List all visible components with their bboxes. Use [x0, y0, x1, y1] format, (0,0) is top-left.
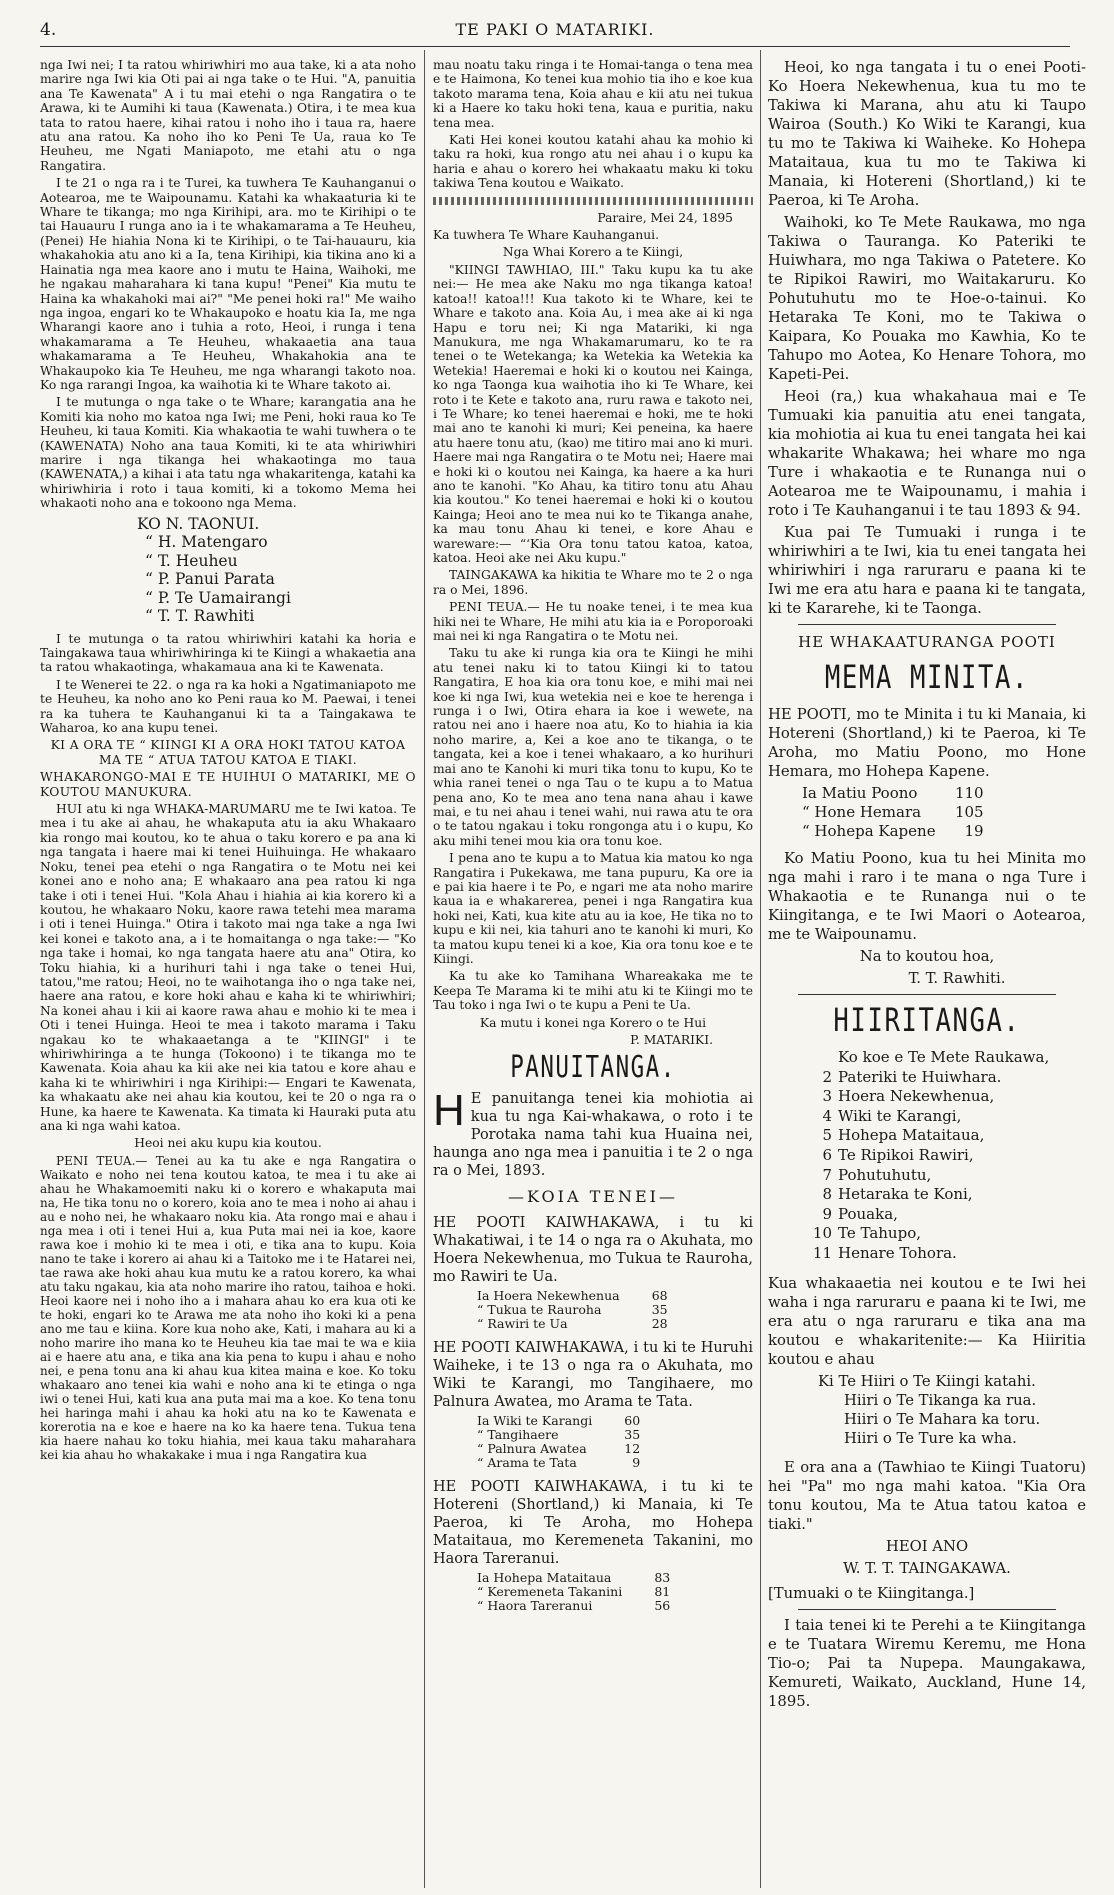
paragraph: I te 21 o nga ra i te Turei, ka tuwhera Te Kauhanganui o Aotearoa, me te Waipounamu. Katahi ka whakaaturia ki te Whare te tikanga; mo nga Kirihipi, ara. mo te Kirihipi o te tai Hauauru I runga ano ia i te whakamarama a Te Heuheu, (Penei) He hiahia Nona ki te Kirihipi, o te Tai-hauauru, kia whakahokia atu ano ki a Ia, tena Kirihipi, kia tikina ano ki a Hainatia nga mea kaore ano i mutu te Haina, Waihoki, me he ngakau maharahara ki tana kupu! "Penei" Kia mutu te Haina ka whakahoki mai ai?" "Me penei hoki ra!" Me waiho nga ingoa, engari ko te Whakaupoko e hoatu kia Ia, me nga Wharangi kaore ano i tuhia a roto, Heoi, i runga i tena whakamarama a Te Heuheu, whakaaetia ana taua whakamarama a Te Heuheu, Whakahokia ana te Whakaupoko kia Te Heuheu, me nga wharangi takoto noa. Ko nga rarangi Ingoa, ka waihotia ki te Whare takoto ai. — [40, 176, 416, 392]
table-row — [473, 1317, 672, 1331]
list-item: 10 Te Tahupo, — [812, 1224, 921, 1243]
table-row — [473, 1289, 672, 1303]
paragraph: HE POOTI KAIWHAKAWA, i tu ki te Hotereni (Shortland,) ki Manaia, ki Te Paeroa, ki Te Aroha, mo Hohepa Mataitaua, mo Keremeneta Takanini, mo Haora Tareranui. — [433, 1479, 753, 1568]
list-item: 11 Henare Tohora. — [812, 1243, 957, 1262]
table-row — [798, 784, 988, 803]
vote-count: 19 — [964, 822, 984, 840]
list-item: Hiiri o Te Mahara ka toru. — [844, 1410, 1041, 1428]
vote-count: 105 — [954, 803, 984, 821]
paragraph: I te mutunga o nga take o te Whare; karangatia ana he Komiti kia noho mo katoa nga Iwi; me Peni, hoki raua ko Te Heuheu, ki taua Komiti. Kia whakaotia te wahi tuwhera o te (KAWENATA) Noho ana taua Komiti, ki te ata whiriwhiri marire i nga tikanga hei whakaotinga mo taua (KAWENATA,) a kihai i ata tatu nga whakaritenga, katahi ka whiriwhiria i roto i taua komiti, ki a tokomo Mema hei whakaoti noho ana e tokoono nga Mema. — [40, 395, 416, 511]
imprint: I taia tenei ki te Perehi a te Kiingitanga e te Tuatara Wiremu Keremu, me Hona Tio-o; Pai ta Nupepa. Maungakawa, Kemureti, Waikato, Auckland, Hune 14, 1895. — [768, 1616, 1086, 1710]
page-number: 4. — [40, 20, 57, 40]
candidate-name: Ia Wiki te Karangi — [477, 1413, 593, 1429]
paragraph: nga Iwi nei; I ta ratou whiriwhiri mo aua take, ki a ata noho marire nga Iwi kia Oti pai ai nga take o te Hui. "A, panuitia ana Te Kawenata" A i tu mai etehi o nga Rangatira o te Arawa, ki te Aumihi ki taua (Kawenata.) Otira, i te mea kua tata to ratou haere, kihai ratou i noho iho i taua ra, haere atu ana ratou. Ka noho iho ko Peni Te Ua, raua ko Te Heuheu, me Ngati Maniapoto, me etahi atu o nga Rangatira. — [40, 58, 416, 173]
paragraph: HE POOTI KAIWHAKAWA, i tu ki Whakatiwai, i te 14 o nga ra o Akuhata, mo Hoera Nekewhenua, mo Tukua te Rauroha, mo Rawiri te Ua. — [433, 1215, 753, 1286]
column-divider — [424, 50, 425, 1888]
vote-count: 9 — [632, 1455, 641, 1471]
vote-count: 35 — [624, 1427, 641, 1443]
vote-count: 110 — [954, 784, 984, 802]
table-row — [473, 1414, 644, 1428]
paragraph: Ka tuwhera Te Whare Kauhanganui. — [433, 228, 660, 243]
paragraph: E ora ana a (Tawhiao te Kiingi Tuatoru) hei "Pa" mo nga mahi katoa. "Kia Ora tonu koutou, Ma te Atua tatou katoa e tiaki." — [768, 1458, 1086, 1533]
table-row — [473, 1571, 674, 1585]
candidate-name: “ Palnura Awatea — [477, 1441, 587, 1457]
table-row — [798, 822, 988, 841]
candidate-name: “ Arama te Tata — [477, 1455, 577, 1471]
vote-count: 56 — [654, 1598, 671, 1614]
table-row — [473, 1585, 674, 1599]
candidate-name: Ia Matiu Poono — [802, 784, 918, 802]
paragraph: Kati Hei konei koutou katahi ahau ka mohio ki taku ra hoki, kua rongo atu nei ahau i o kupu ka haria e ahau o korero hei whakaatu maku ki toku takiwa Tena koutou e Waikato. — [433, 133, 753, 191]
paragraph: I te mutunga o ta ratou whiriwhiri katahi ka horia e Taingakawa taua whiriwhiringa ki te Kiingi a whakaetia ana ta ratou whakaotinga, whakamaua ana ki te Kawenata. — [40, 631, 416, 675]
list-item: “ P. Panui Parata — [145, 570, 275, 589]
divider — [798, 1609, 1056, 1610]
paragraph: Taku tu ake ki runga kia ora te Kiingi he mihi atu tenei naku ki to tatou Kiingi ki to tatou Rangatira, E hoa kia ora tonu koe, e mihi mai nei koe ki nga Iwi, kua wetekia nei e koe te herenga i runga i o Iwi, Otira ehara ia koe i wewete, na ratou nei ano i haere noa atu, Ko to hiahia ia kia noho marire, a, Kei a koe ano te tikanga, o te tangata, kei a koe i tenei whakaaro, a ko hurihuri mai ano te Kanohi ki muri tika tonu to kupu, Ko te whia ranei tenei o nga Tau o te kupu a to Matua pena ano, Ko te mea ano tena nana ahau i kawe mai, e tu nei ahau i tenei wahi, nui rawa atu te ora o te tatou ngakau i toku rongonga atu i o kupu, Ko aku mihi tenei mou kia ora tonu koe. — [433, 646, 753, 848]
paragraph: PENI TEUA.— He tu noake tenei, i te mea kua hiki nei te Whare, He mihi atu kia ia e Poroporoaki mai nei ki nga Rangatira o te Motu nei. — [433, 600, 753, 644]
seal-lines — [818, 1372, 1086, 1448]
paragraph: E panuitanga tenei kia mohiotia ai kua tu nga Kai-whakawa, o roto i te Porotaka nama tahi kua Huaina nei, haunga ano nga mea i panuitia i te 2 o nga ra o Mei, 1893. — [433, 1090, 753, 1179]
vote-table — [473, 1571, 674, 1613]
signature: W. T. T. TAINGAKAWA. — [843, 1559, 1011, 1577]
paragraph: Heoi (ra,) kua whakahaua mai e Te Tumuaki kia panuitia atu enei tangata, kia mohiotia ai kua tu enei tangata hei kai whakarite Whakawa; hei whare mo nga Ture i whakaotia e te Runanga nui o Aotearoa me te Waipounamu, i mahia i roto i Te Kauhanganui i te tau 1893 & 94. — [768, 388, 1086, 519]
list-item: Hiiri o Te Ture ka wha. — [844, 1429, 1017, 1447]
paragraph: I pena ano te kupu a to Matua kia matou ko nga Rangatira i Pukekawa, me tana pupuru, Ka ore ia e pai kia haere i te Po, e ngari me ata noho marire kaua ia e whakarerea, penei i nga Rangatira kua hoki nei, Kati, kua kite atu au ia koe, He tika no to kupu e kii nei, kia tahuri ano te kanohi ki muri, Ko ta matou kupu tenei ki a koe, Kia ora tonu koe e te Kiingi. — [433, 851, 753, 966]
section-title: HIIRITANGA. — [833, 1001, 1021, 1039]
candidate-name: “ Haora Tareranui — [477, 1598, 593, 1614]
vote-count: 83 — [654, 1570, 671, 1586]
table-row — [473, 1456, 644, 1470]
vote-count: 60 — [624, 1413, 641, 1429]
paragraph: Ko Matiu Poono, kua tu hei Minita mo nga mahi i raro i te mana o nga Ture i Whakaotia e te Runanga nui o te Kiingitanga, e te Iwi Maori o Aotearoa, me te Waipounamu. — [768, 850, 1086, 943]
paragraph: mau noatu taku ringa i te Homai-tanga o tena mea e te Haimona, Ko tenei kua mohio tia iho e koe kua takoto marama tena, Koia ahau e kii atu nei tukua ki a Haere ko taku hoki tena, kaua e puritia, naku tena mea. — [433, 58, 753, 130]
subtitle: —KOIA TENEI— — [508, 1186, 678, 1206]
paragraph: Ka mutu i konei nga Korero o te Hui — [479, 1015, 707, 1030]
committee-list — [137, 514, 416, 626]
paragraph: Heoi, ko nga tangata i tu o enei Pooti-Ko Hoera Nekewhenua, kua tu mo te Takiwa ki Marana, ahu atu ki Taupo Wairoa (South.) Ko Wiki te Karangi, kua tu mo te Takiwa ki Waiheke. Ko Hohepa Mataitaua, kua tu mo te Takiwa ki Manaia, ki Hotereni (Shortland,) ki te Paeroa, ki Te Aroha. — [768, 59, 1086, 209]
table-row — [473, 1442, 644, 1456]
drop-cap: H — [433, 1085, 465, 1135]
vote-count: 28 — [651, 1316, 668, 1332]
column-3 — [768, 58, 1086, 1888]
ornamental-rule — [433, 197, 753, 205]
list-item: Ko koe e Te Mete Raukawa, — [838, 1048, 1050, 1066]
divider — [798, 624, 1056, 625]
section-title: MEMA MINITA. — [824, 658, 1030, 696]
signoff: Na to koutou hoa, — [859, 948, 995, 965]
list-item: Ki Te Hiiri o Te Kiingi katahi. — [818, 1372, 1036, 1390]
list-item: “ T. Heuheu — [145, 551, 238, 570]
signature: T. T. Rawhiti. — [908, 970, 1006, 987]
section-heading: WHAKARONGO-MAI E TE HUIHUI O MATARIKI, ME O KOUTOU MANUKURA. — [40, 770, 416, 799]
list-item: “ T. T. Rawhiti — [145, 607, 255, 626]
page-header — [40, 20, 1070, 47]
paragraph: TAINGAKAWA ka hikitia te Whare mo te 2 o nga ra o Mei, 1896. — [433, 568, 753, 597]
signature-title: [Tumuaki o te Kiingitanga.] — [768, 1584, 975, 1602]
vote-count: 12 — [624, 1441, 641, 1457]
candidate-name: “ Rawiri te Ua — [477, 1316, 568, 1332]
paragraph: PENI TEUA.— Tenei au ka tu ake e nga Rangatira o Waikato e noho nei tena koutou katoa, te mea i tu ake ai ahau he Whakamoemiti naku ki o korero e whakaputa mai na, He tika tonu no o korero, koia ano te mea i noho ai ahau i au e noho nei, he whakaaro noku kia. Ata rongo mai e ahau i nga mea i oti i tenei Hui a, kua Puta mai nei ia koe, kaore rawa koe i mohio ki te mea i oti, e tika ana to kupu. Koia nano te take i korero ai ahau ki a Taitoko me i te Hatarei nei, tae rawa ake hoki ahau kua mutu ke a ratou korero, ka whai atu taku ngakau, kia ata noho marire iho ratou, taihoa e hoki. Heoi kaore nei i noho iho a i mahara ahau ko era kua oti ke te hoki, engari ko te Arawa me ata noho iho koki ki a pena ano me tau e kiina. Kore kua noho ake, Kati, i mahara au ki a noho marire iho mana ko te Heuheu kia tae mai te wa e kiia ai e haere atu ana, e tika ana kia pena to kupu i ahau e noho nei, e pena tonu ana ki ahau kua kitea maina e koe. Ko toku whakaaro ano tenei kia wahi e noho ana ki te etinga o nga iwi o tenei Hui, kati kua ana puta mai ma a koe. Ko tena tonu hei haringa mahi i ahau ka hoki atu na ko te Kawenata e korerotia na e koe e haere na ko ka haere tena. Tukua tena kia haere nahau ko toku hiahia, mei kaua taku maharahara kei kia ahau ho whakakake i mua i nga Rangatira kua — [40, 1153, 416, 1462]
candidate-name: Ia Hohepa Mataitaua — [477, 1570, 612, 1586]
list-item: Hiiri o Te Tikanga ka rua. — [844, 1391, 1037, 1409]
signature: P. MATARIKI. — [630, 1033, 713, 1047]
divider — [798, 994, 1056, 995]
section-title: PANUITANGA. — [510, 1050, 676, 1086]
section-heading: KI A ORA TE “ KIINGI KI A ORA HOKI TATOU KATOA MA TE “ ATUA TATOU KATOA E TIAKI. — [50, 738, 406, 767]
table-row — [473, 1428, 644, 1442]
signoff: HEOI ANO — [885, 1537, 969, 1555]
candidate-name: Ia Hoera Nekewhenua — [477, 1288, 620, 1304]
paragraph: Kua whakaaetia nei koutou e te Iwi hei waha i nga raruraru e paana ki te Iwi, me era atu o nga raruraru e tika ana ma koutou e whakaritenite:— Ka Hiiritia koutou e ahau — [768, 1274, 1086, 1368]
column-2 — [433, 58, 753, 1888]
paragraph: Nga Whai Korero a te Kiingi, — [502, 245, 684, 260]
list-item: 8 Hetaraka te Koni, — [822, 1185, 973, 1204]
list-item: 9 Pouaka, — [822, 1204, 898, 1223]
committee-list-head: KO N. TAONUI. — [137, 514, 260, 533]
candidate-name: “ Hohepa Kapene — [802, 822, 936, 840]
vote-count: 68 — [651, 1288, 668, 1304]
list-item: “ H. Matengaro — [145, 533, 268, 552]
vote-count: 81 — [654, 1584, 671, 1600]
candidate-name: “ Keremeneta Takanini — [477, 1584, 623, 1600]
table-row — [473, 1599, 674, 1613]
paragraph: Heoi nei aku kupu kia koutou. — [134, 1136, 322, 1151]
paragraph: HE POOTI, mo te Minita i tu ki Manaia, ki Hotereni (Shortland,) ki te Paeroa, ki Te Aroha, mo Matiu Poono, mo Hone Hemara, mo Hohepa Kapene. — [768, 706, 1086, 780]
paragraph: HE POOTI KAIWHAKAWA, i tu ki te Huruhi Waiheke, i te 13 o nga ra o Akuhata, mo Wiki te Karangi, mo Tangihaere, mo Palnura Awatea, mo Arama te Tata. — [433, 1340, 753, 1411]
dateline: Paraire, Mei 24, 1895 — [597, 210, 733, 225]
newspaper-title: TE PAKI O MATARIKI. — [455, 20, 655, 39]
list-item: 6 Te Ripikoi Rawiri, — [822, 1145, 974, 1164]
appointee-list — [786, 1048, 1086, 1264]
paragraph: Waihoki, ko Te Mete Raukawa, mo nga Takiwa o Tauranga. Ko Pateriki te Huiwhara, mo nga Takiwa o Patetere. Ko te Ripikoi Rawiri, mo Waitakaruru. Ko Pohutuhutu mo te Hoe-o-tainui. Ko Hetaraka Te Koni, mo te Takiwa o Kaipara, Ko Pouaka mo Kawhia, Ko te Tahupo mo Aotea, Ko Henare Tohora, mo Kapeti-Pei. — [768, 214, 1086, 383]
column-divider — [760, 50, 761, 1888]
notice-heading: HE WHAKAATURANGA POOTI — [798, 633, 1056, 651]
candidate-name: “ Tukua te Rauroha — [477, 1302, 602, 1318]
paragraph: Ka tu ake ko Tamihana Whareakaka me te Keepa Te Marama ki te mihi atu ki te Kiingi mo te Tau toko i nga Iwi o te kupu a Peni te Ua. — [433, 969, 753, 1013]
paragraph: HUI atu ki nga WHAKA-MARUMARU me te Iwi katoa. Te mea i tu ake ai ahau, he whakaputa atu ia aku Whakaaro kia rongo mai koutou, ko te ahua o taku korero e pa ana ki nga tangata i haere mai ki tenei Huihuinga. He whakaaro Noku, tenei pea etehi o nga Rangatira o te Motu nei kei konei ano e noho ana; E whakaaro ana pea ratou ki nga take i oti i tenei Hui. "Kola Ahau i hiahia ai kia korero ki a koutou, he whakaaro Noku, kaore rawa tetehi mea marama i oti i tenei Huinga." Otira i takoto mai nga take a nga Iwi kei konei e takoto ana, a i te homaitanga o nga take:— "Ko nga take i homai, ko nga tangata haere atu ana" Otira, ko Toku hiahia, ki a hurihuri tahi i nga take o tenei Hui, tatou,"me ratou; Heoi, no te waihotanga iho o nga take nei, haere ana ratou, e kore hoki ahau e kaha ki te whiriwhiri; Na konei ahau i kii ai kaore rawa ahau e mohio ki te mea i Oti i tenei Huinga. Heoi te mea i takoto marama i Taku ngakau ko te whakaaetanga a te "KIINGI" i te whiriwhiringa a te hunga (Tokoono) i te tikanga mo te Kawenata. Koia ahau ka kii ake nei kia tatou e kore ahau e kaha ki te whiriwhiri i nga Kirihipi:— Engari te Kawenata, ka whakaatu ake nei ahau kia koutou, kei te 20 o nga ra o Hune, ka haere te Kawenata. Ka timata ki Hauraki puta atu ana ki nga wahi katoa. — [40, 802, 416, 1133]
vote-count: 35 — [651, 1302, 668, 1318]
paragraph: I te Wenerei te 22. o nga ra ka hoki a Ngatimaniapoto me te Heuheu, ka noho ano ko Peni raua ko M. Paewai, i tenei ra ka tuhera te Kauhanganui ki ta a Taingakawa te Waharoa, ko ana kupu tenei. — [40, 677, 416, 736]
column-1 — [40, 58, 416, 1888]
list-item: 2 Pateriki te Huiwhara. — [822, 1067, 1002, 1086]
vote-table — [473, 1414, 644, 1470]
candidate-name: “ Tangihaere — [477, 1427, 559, 1443]
vote-table — [798, 784, 988, 841]
vote-table — [473, 1289, 672, 1331]
table-row — [473, 1303, 672, 1317]
list-item: 5 Hohepa Mataitaua, — [822, 1126, 985, 1145]
paragraph: "KIINGI TAWHIAO, III." Taku kupu ka tu ake nei:— He mea ake Naku mo nga tikanga katoa! katoa!! katoa!!! Kua takoto ki te Whare, kei te Whare e takoto ana. Koia Au, i mea ake ai ki nga Hapu e toru nei; Ki nga Matariki, ki nga Manukura, me nga Whakamarumaru, ko te ra tenei o te Wetekanga; ka Wetekia ka Wetekia ka Wetekia! Haeremai e hoki ki o koutou nei Kainga, ko nga Taonga kua waihotia iho ki Te Whare, kei roto i te Kete e takoto ana, ruru rawa e takoto nei, i Te Whare; ko tenei haeremai e hoki, me te hoki mai ano te kanohi ki muri; Kei peneina, ka haere atu haere tonu atu, (kao) me titiro mai ano ki muri. Haere mai nga Rangatira o te Motu nei; Haere mai e hoki ki o koutou nei Kainga, ka haere a ka huri ano te kanohi. "Ko Ahau, ka titiro tonu atu Ahau kia koutou." Ko tenei haeremai e hoki ki o koutou Kainga; Heoi ano te mea nui ko te Tikanga anahe, ka mau tonu Ahau ki tenei, e kore Ahau e wareware:— “‘Kia Ora tonu tatou katoa, katoa, katoa. Heoi ake nei Aku kupu." — [433, 262, 753, 565]
list-item: 7 Pohutuhutu, — [822, 1165, 932, 1184]
list-item: 3 Hoera Nekewhenua, — [822, 1087, 995, 1106]
list-item: 4 Wiki te Karangi, — [822, 1106, 962, 1125]
paragraph: Kua pai Te Tumuaki i runga i te whiriwhiri a te Iwi, kia tu enei tangata hei whiriwhiri i nga raruraru e paana ki te Iwi me era atu hara e paana ki te tangata, ki te Kararehe, ki te Taonga. — [768, 524, 1086, 617]
list-item: “ P. Te Uamairangi — [145, 588, 291, 607]
candidate-name: “ Hone Hemara — [802, 803, 922, 821]
table-row — [798, 803, 988, 822]
